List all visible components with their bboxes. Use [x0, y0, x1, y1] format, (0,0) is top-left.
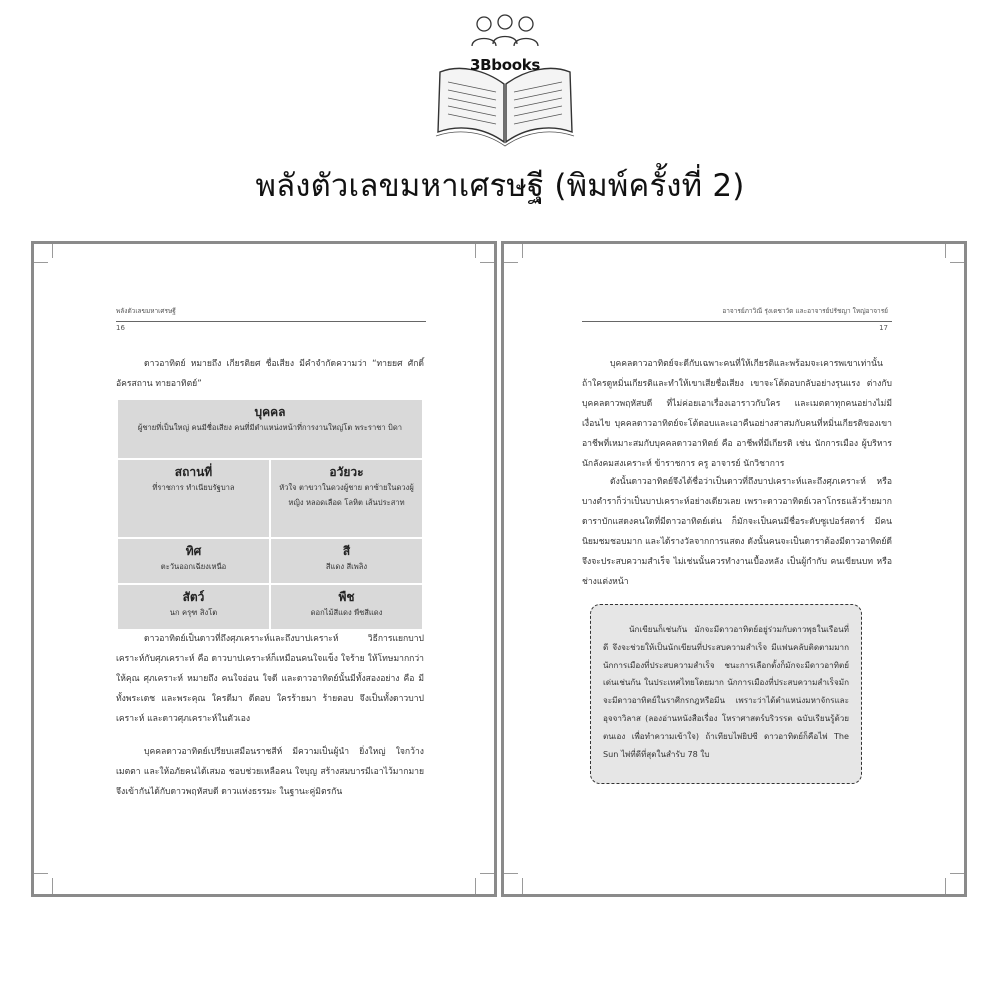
table-cell-title: บุคคล [254, 405, 286, 419]
crop-mark [522, 878, 523, 894]
running-header: พลังตัวเลขมหาเศรษฐี [116, 307, 176, 315]
table-cell-text: หัวใจ ตาขวาในดวงผู้ชาย ตาซ้ายในดวงผู้หญิง หลอดเลือด โลหิต เส้นประสาท [279, 483, 414, 507]
table-cell-title: อวัยวะ [329, 465, 364, 479]
table-cell [270, 538, 423, 584]
table-cell-text: ตะวันออกเฉียงเหนือ [160, 562, 227, 571]
crop-mark [34, 873, 48, 874]
brand-name: 3Bbooks [469, 56, 541, 74]
crop-mark [950, 262, 964, 263]
crop-mark [950, 873, 964, 874]
intro-paragraph: ดาวอาทิตย์ หมายถึง เกียรติยศ ชื่อเสียง มีคำจำกัดความว่า “ทายยศ ศักดิ์ อัครสถาน ทายอาทิตย์” [116, 359, 424, 389]
crop-mark [52, 878, 53, 894]
crop-mark [945, 878, 946, 894]
table-cell-title: สถานที่ [174, 465, 213, 479]
crop-mark [34, 262, 48, 263]
open-book-icon [430, 12, 580, 152]
header-rule [116, 321, 426, 322]
body-paragraph: ดังนั้นดาวอาทิตย์จึงได้ชื่อว่าเป็นดาวที่ถึงบาปเคราะห์และถึงศุภเคราะห์ หรือบางตำราก็ว่าเป็นบาปเคราะห์อย่างเดียวเลย เพราะดาวอาทิตย์เวลาโกรธแล้วร้ายมาก ดาราบักแสดงคนใดที่มีดาวอาทิตย์เด่น ก็มักจะเป็นคนมีชื่อระดับซูเปอร์สตาร์ มีคนนิยมชมชอบมาก และได้รางวัลจากการแสดง ดังนั้นคนจะเป็นดาราต้องมีดาวอาทิตย์ดี จึงจะประสบความสำเร็จ ไม่เช่นนั้นควรทำงานเบื้องหลัง เป็นผู้กำกับ คนเขียนบท หรือช่างแต่งหน้า [582, 477, 892, 587]
attribute-table [117, 399, 423, 630]
crop-mark [52, 244, 53, 258]
table-cell-title: พืช [338, 590, 355, 604]
header-rule [582, 321, 892, 322]
table-cell-text: นก ครุฑ สิงโต [169, 608, 218, 617]
table-header-cell [117, 399, 423, 459]
crop-mark [522, 244, 523, 258]
crop-mark [475, 244, 476, 258]
table-cell-title: ทิศ [185, 544, 202, 558]
brand-logo [430, 12, 580, 152]
table-cell-text: ผู้ชายที่เป็นใหญ่ คนมีชื่อเสียง คนที่มีตำแหน่งหน้าที่การงานใหญ่โต พระราชา บิดา [137, 423, 403, 432]
page-number: 16 [116, 324, 125, 332]
body-paragraph: บุคคลดาวอาทิตย์จะดีกับเฉพาะคนที่ให้เกียรติและพร้อมจะเคารพเขาเท่านั้น ถ้าใครดูหมิ่นเกียรติและทำให้เขาเสียชื่อเสียง เขาจะโต้ตอบกลับอย่างรุนแรง ต่างกับบุคคลดาวพฤหัสบดี ที่ไม่ค่อยเอาเรื่องเอาราวกับใคร และเมตตาทุกคนอย่างไม่มีเงื่อนไข บุคคลดาวอาทิตย์จะโต้ตอบและเอาคืนอย่างสาสมกับคนที่หมิ่นเกียรติของเขา อาชีพที่เหมาะสมกับบุคคลดาวอาทิตย์ คือ อาชีพที่มีเกียรติ เช่น นักการเมือง ผู้บริหาร นักลังคมสงเคราะห์ ข้าราชการ ครู อาจารย์ นักวิชาการ [582, 359, 892, 469]
body-paragraph: บุคคลดาวอาทิตย์เปรียบเสมือนราชสีห์ มีความเป็นผู้นำ ยิ่งใหญ่ ใจกว้าง เมตตา และให้อภัยคนได้เสมอ ชอบช่วยเหลือคน ใจบุญ สร้างสมบารมีเอาไว้มากมาย จึงเข้ากันได้กับดาวพฤหัสบดี ดาวแห่งธรรมะ ในฐานะคู่มิตรกัน [116, 747, 424, 797]
book-page-left [31, 241, 497, 897]
table-cell-text: ที่ราชการ ทำเนียบรัฐบาล [152, 483, 235, 492]
table-cell [117, 584, 270, 630]
page-title: พลังตัวเลขมหาเศรษฐี (พิมพ์ครั้งที่ 2) [255, 168, 745, 204]
table-cell [117, 459, 270, 538]
running-header: อาจารย์ภาวิณี รุ่งเดชาวัต และอาจารย์ปรัชญา ใหญ่อาจารย์ [722, 307, 888, 315]
table-cell-text: ดอกไม้สีแดง พืชสีแดง [310, 608, 383, 617]
table-cell-title: สี [342, 544, 351, 558]
table-cell-title: สัตว์ [182, 590, 205, 604]
book-page-right [501, 241, 967, 897]
note-text: นักเขียนก็เช่นกัน มักจะมีดาวอาทิตย์อยู่ร่วมกับดาวพุธในเรือนที่ดี จึงจะช่วยให้เป็นนักเขียนที่ประสบความสำเร็จ มีแฟนคลับติดตามมาก นักการเมืองที่ประสบความสำเร็จ ชนะการเลือกตั้งก็มักจะมีดาวอาทิตย์เด่นเช่นกัน ในประเทศไทยโดยมาก นักการเมืองที่ประสบความสำเร็จมักจะมีดาวอาทิตย์ในราศีกรกฎหรือมีน เพราะว่าได้ตำแหน่งมหาจักรและอุจจาวิลาส (ลองอ่านหนังสือเรื่อง โหราศาสตร์บริวรรต ฉบับเรียนรู้ด้วยตนเอง เพื่อทำความเข้าใจ) ถ้าเทียบไพ่ยิปซี ดาวอาทิตย์ก็คือไพ่ The Sun ไพ่ที่ดีที่สุดในสำรับ 78 ใบ [603, 624, 849, 759]
crop-mark [504, 262, 518, 263]
table-cell [270, 584, 423, 630]
table-cell [117, 538, 270, 584]
crop-mark [504, 873, 518, 874]
crop-mark [480, 262, 494, 263]
table-cell-text: สีแดง สีเพลิง [325, 562, 368, 571]
table-cell [270, 459, 423, 538]
page-number: 17 [879, 324, 888, 332]
crop-mark [475, 878, 476, 894]
note-box [590, 604, 862, 784]
crop-mark [945, 244, 946, 258]
body-paragraph: ดาวอาทิตย์เป็นดาวที่ถึงศุภเคราะห์และถึงบาปเคราะห์ วิธีการแยกบาปเคราะห์กับศุภเคราะห์ คือ ดาวบาปเคราะห์ก็เหมือนคนใจแข็ง ใจร้าย ให้โทษมากกว่าให้คุณ ศุภเคราะห์ หมายถึง คนใจอ่อน ใจดี และดาวอาทิตย์นั้นมีทั้งสองอย่าง คือ มีทั้งพระเดช และพระคุณ ใครดีมา ดีตอบ ใครร้ายมา ร้ายตอบ จึงเป็นทั้งดาวบาปเคราะห์ และดาวศุภเคราะห์ในตัวเอง [116, 634, 424, 724]
crop-mark [480, 873, 494, 874]
